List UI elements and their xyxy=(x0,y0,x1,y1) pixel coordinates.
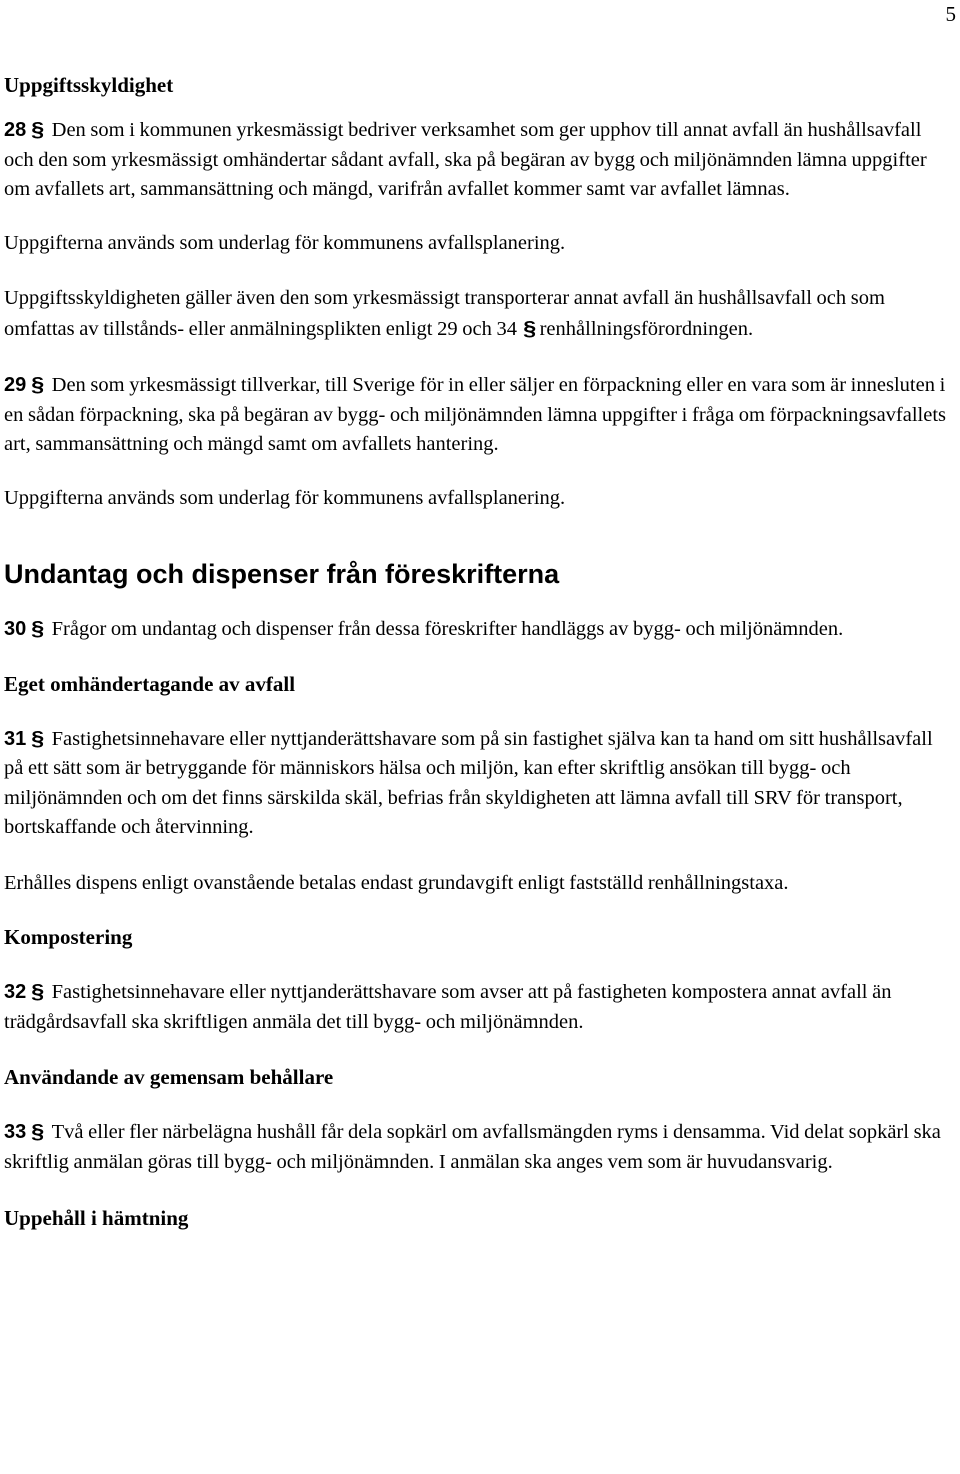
section-number-29: 29 xyxy=(4,374,27,396)
paragraph-28-text: Den som i kommunen yrkesmässigt bedriver verksamhet som ger upphov till annat avfall än hushållsavfall och den som yrkesmässigt omhändertar sådant avfall, ska på begäran av bygg och miljönämnden lämna uppgifter om avfallets art, sammansättning och mängd, varifrån avfallet kommer samt var avfallet lämnas. xyxy=(4,119,927,200)
page-number: 5 xyxy=(945,2,956,26)
paragraph-32 xyxy=(4,977,954,1037)
paragraph-29-b: Uppgifterna används som underlag för kommunens avfallsplanering. xyxy=(4,486,566,509)
heading-uppgiftsskyldighet: Uppgiftsskyldighet xyxy=(4,73,174,97)
heading-undantag: Undantag och dispenser från föreskrifterna xyxy=(4,559,560,589)
paragraph-31 xyxy=(4,724,954,843)
section-number-30: 30 xyxy=(4,618,27,640)
paragraph-28-b: Uppgifterna används som underlag för kommunens avfallsplanering. xyxy=(4,231,566,254)
paragraph-33 xyxy=(4,1117,954,1177)
paragraph-28 xyxy=(4,115,954,205)
heading-gemensam-behallare: Användande av gemensam behållare xyxy=(4,1065,334,1089)
paragraph-28-c-tail: renhållningsförordningen. xyxy=(539,317,754,340)
heading-kompostering: Kompostering xyxy=(4,925,133,949)
heading-uppehall-i-hamtning: Uppehåll i hämtning xyxy=(4,1206,189,1230)
section-sign: § xyxy=(31,980,45,1003)
section-number-32: 32 xyxy=(4,981,27,1003)
section-number-31: 31 xyxy=(4,727,27,750)
paragraph-30 xyxy=(4,614,954,645)
section-sign: § xyxy=(522,316,536,340)
section-sign: § xyxy=(31,617,45,640)
paragraph-31-b: Erhålles dispens enligt ovanstående betalas endast grundavgift enligt fastställd renhållningstaxa. xyxy=(4,871,789,894)
paragraph-28-c-text: Uppgiftsskyldigheten gäller även den som yrkesmässigt transporterar annat avfall än hushållsavfall och som omfattas av tillstånds- eller anmälningsplikten enligt 29 och 34 xyxy=(4,287,885,340)
paragraph-29-text: Den som yrkesmässigt tillverkar, till Sverige för in eller säljer en förpackning eller en vara som är innesluten i en sådan förpackning, ska på begäran av bygg- och miljönämnden lämna uppgifter i fråga om förpackningsavfallets art, sammansättning och mängd samt om avfallets hantering. xyxy=(4,374,947,455)
section-number-33: 33 xyxy=(4,1121,27,1143)
document-body xyxy=(4,70,954,1233)
paragraph-32-text: Fastighetsinnehavare eller nyttjanderättshavare som avser att på fastigheten kompostera annat avfall än trädgårdsavfall ska skriftligen anmäla det till bygg- och miljönämnden. xyxy=(4,981,892,1033)
section-sign: § xyxy=(31,118,45,141)
paragraph-28-c xyxy=(4,284,954,344)
paragraph-30-text: Frågor om undantag och dispenser från dessa föreskrifter handläggs av bygg- och miljönämnden. xyxy=(51,618,844,640)
section-sign: § xyxy=(31,373,45,396)
section-number-28: 28 xyxy=(4,119,27,141)
paragraph-29 xyxy=(4,370,954,460)
section-sign: § xyxy=(31,1120,45,1143)
paragraph-33-text: Två eller fler närbelägna hushåll får dela sopkärl om avfallsmängden ryms i densamma. Vid delat sopkärl ska skriftlig anmälan göras till bygg- och miljönämnden. I anmälan ska anges vem som är huvudansvarig. xyxy=(4,1121,941,1173)
heading-eget-omhandertagande: Eget omhändertagande av avfall xyxy=(4,671,296,696)
section-sign: § xyxy=(31,726,45,750)
paragraph-31-text: Fastighetsinnehavare eller nyttjanderättshavare som på sin fastighet själva kan ta hand om sitt hushållsavfall på ett sätt som är betryggande för människors hälsa och miljön, kan efter skriftlig ansökan till bygg- och miljönämnden och om det finns särskilda skäl, befrias från skyldigheten att lämna avfall till SRV för transport, bortskaffande och återvinning. xyxy=(4,727,933,838)
